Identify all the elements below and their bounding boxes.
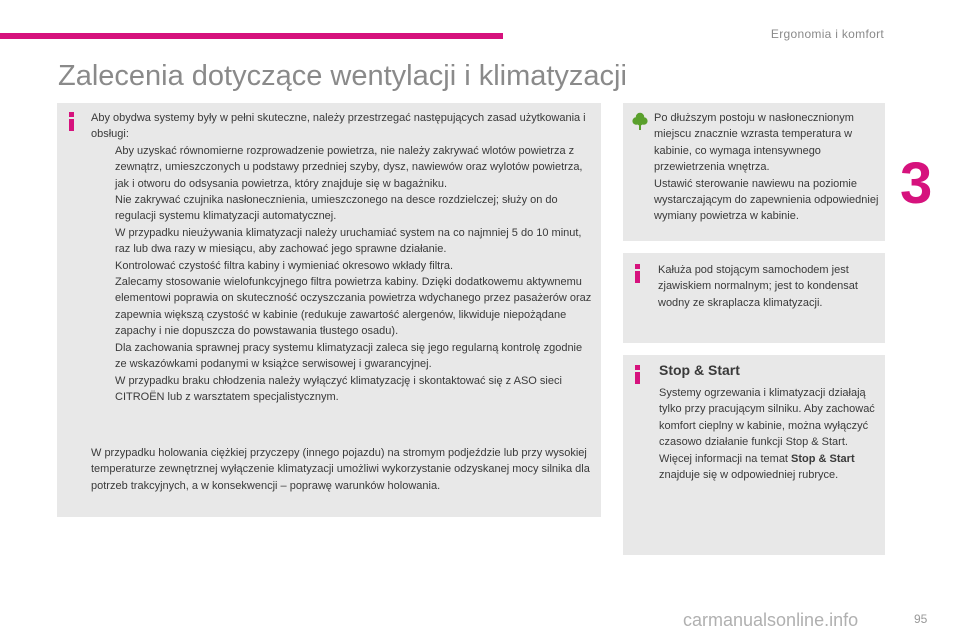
recommendation-list [91,143,596,406]
eco-tip-line: Po dłuższym postoju w nasłonecznionym miejscu znacznie wzrasta temperatura w kabinie, co wymaga intensywnego przewietrzenia wnętrza. [654,112,854,174]
accent-bar [0,33,503,39]
eco-tip-text [654,110,882,225]
eco-tip-line: Ustawić sterowanie nawiewu na poziomie wystarczającym do zapewnienia odpowiedniej wymiany powietrza w kabinie. [654,177,879,223]
eco-tree-icon [632,112,648,130]
list-item: W przypadku braku chłodzenia należy wyłączyć klimatyzację i skontaktować się z ASO sieci CITROËN lub z warsztatem specjalistycznym. [115,374,562,403]
condensation-text: Kałuża pod stojącym samochodem jest zjawiskiem normalnym; jest to kondensat wodny ze skraplacza klimatyzacji. [658,264,858,309]
stop-start-description: Systemy ogrzewania i klimatyzacji działają tylko przy pracującym silniku. Aby zachować komfort cieplny w kabinie, można wyłączyć czasowo działanie funkcji Stop & Start. [659,387,875,449]
watermark: carmanualsonline.info [683,610,859,630]
list-item: Kontrolować czystość filtra kabiny i wymieniać okresowo wkłady filtra. Zalecamy stosowanie wielofunkcyjnego filtra powietrza kabiny. Dzięki dodatkowemu aktywnemu elementowi poprawia on skuteczność oczyszczania powietrza wdychanego przez pasażerów oraz zapewnia większą czystość w kabinie (redukuje zawartość alergenów, likwiduje niepożądane zapachy i nie dopuszcza do powstawania tłustego osadu). [115,259,592,338]
towing-note: W przypadku holowania ciężkiej przyczepy (innego pojazdu) na stromym podjeździe lub przy wysokiej temperaturze zewnętrznej wyłączenie klimatyzacji umożliwi wykorzystanie odzyskanej mocy silnika dla potrzeb trakcyjnych, a w konsekwencji – poprawę warunków holowania. [91,447,590,492]
list-item: W przypadku nieużywania klimatyzacji należy uruchamiać system na co najmniej 5 do 10 minut, raz lub dwa razy w miesiącu, aby zachować jego sprawne działanie. [115,226,582,256]
stop-start-more-info: Więcej informacji na temat Stop & Start znajduje się w odpowiedniej rubryce. [659,452,855,482]
stop-start-title: Stop & Start [659,362,740,378]
section-header: Ergonomia i komfort [770,27,884,41]
list-item: Dla zachowania sprawnej pracy systemu klimatyzacji zaleca się jego regularną kontrolę zgodnie ze wskazówkami podanymi w książce serwisowej i gwarancyjnej. [115,341,583,371]
info-icon [633,365,642,384]
page-number: 95 [914,612,928,626]
list-item: Nie zakrywać czujnika nasłonecznienia, umieszczonego na desce rozdzielczej; służy on do regulacji systemu klimatyzacji automatycznej. [115,194,558,223]
stop-start-text [659,385,881,483]
list-item: Aby uzyskać równomierne rozprowadzenie powietrza, nie należy zakrywać wlotów powietrza z zewnątrz, umieszczonych u podstawy przedniej szyby, dysz, nawiewów oraz wylotów powietrza, jak i otworu do odsysania powietrza, który znajduje się w bagażniku. [115,144,583,190]
info-icon [67,112,76,131]
main-info-text [91,110,596,405]
filter-note: Zalecamy stosowanie wielofunkcyjnego filtra powietrza kabiny. Dzięki dodatkowemu aktywnemu elementowi poprawia on skuteczność oczyszczania powietrza wdychanego przez pasażerów oraz zapewnia większą czystość w kabinie (redukuje zawartość alergenów, likwiduje niepożądane zapachy i nie dopuszcza do powstawania tłustego osadu). [115,276,592,338]
chapter-number: 3 [900,151,933,216]
page-title: Zalecenia dotyczące wentylacji i klimatyzacji [58,60,627,92]
intro-text: Aby obydwa systemy były w pełni skuteczne, należy przestrzegać następujących zasad użytkowania i obsługi: [91,112,586,141]
info-icon [633,264,642,283]
